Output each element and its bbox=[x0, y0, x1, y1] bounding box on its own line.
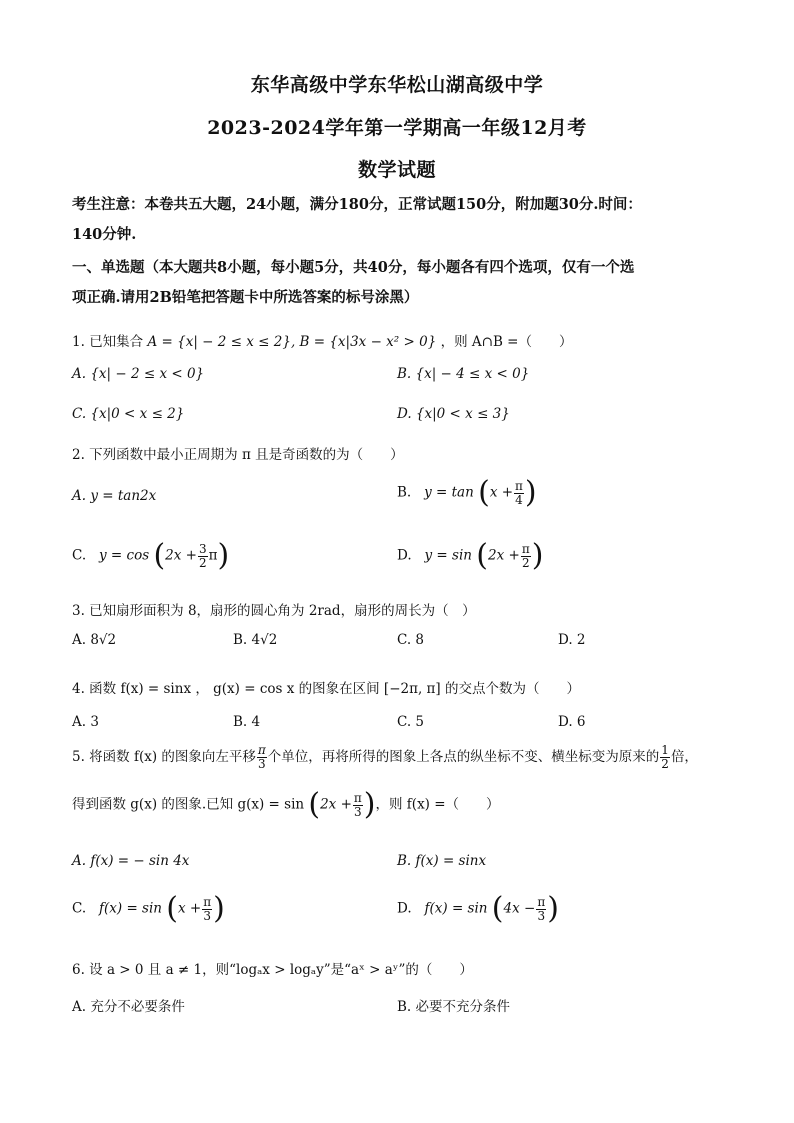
question-5-line-2: 得到函数 g(x) 的图象.已知 g(x) = sin (2x + $\frac{\pi}{3}$ )，则 f(x) =（ ） bbox=[72, 787, 500, 822]
notice-line-1: 考生注意：本卷共五大题，24小题，满分180分，正常试题150分，附加题30分.时间： bbox=[72, 196, 642, 213]
q5-option-c: C. f(x) = sin (x + $\frac{\pi}{3}$ ) bbox=[72, 891, 225, 926]
question-3: 3. 已知扇形面积为 8，扇形的圆心角为 2rad，扇形的周长为（ ） bbox=[72, 603, 476, 619]
q2-d-expr: y = sin bbox=[424, 547, 472, 564]
question-4: 4. 函数 f(x) = sinx ， g(x) = cos x 的图象在区间 [−2π, π] 的交点个数为（ ） bbox=[72, 681, 580, 697]
q1-sets: A = {x| − 2 ≤ x ≤ 2}, B = {x|3x − x² > 0} bbox=[147, 334, 437, 350]
q1-post: ，则 A∩B =（ ） bbox=[440, 334, 573, 350]
q2-option-b: B. y = tan (x + $\frac{\pi}{4}$ ) bbox=[397, 475, 537, 510]
question-5-line-1: 5. 将函数 f(x) 的图象向左平移 $\frac{\pi}{3}$ 个单位，再将所得的图象上各点的纵坐标不变、横坐标变为原来的 $\frac{1}{2}$ 倍， bbox=[72, 743, 698, 771]
q2-b-fraction: $\frac{\pi}{4}$ bbox=[515, 478, 523, 507]
question-6: 6. 设 a > 0 且 a ≠ 1，则“logₐx > logₐy”是“aˣ > aʸ”的（ ） bbox=[72, 962, 473, 978]
q2-d-label: D. bbox=[397, 547, 412, 564]
q4-option-a: A. 3 bbox=[72, 714, 99, 730]
q1-option-d: D. {x|0 < x ≤ 3} bbox=[397, 406, 510, 422]
q3-option-a: A. 8√2 bbox=[72, 632, 117, 648]
q5-option-d: D. f(x) = sin (4x − $\frac{\pi}{3}$ ) bbox=[397, 891, 559, 926]
q2-option-c: C. y = cos (2x + $\frac{3}{2}$ π) bbox=[72, 538, 230, 573]
q4-option-c: C. 5 bbox=[397, 714, 425, 730]
q2-d-inner: 2x + bbox=[488, 547, 520, 564]
q2-d-fraction: $\frac{\pi}{2}$ bbox=[521, 541, 530, 570]
q5-g-fraction: $\frac{\pi}{3}$ bbox=[353, 790, 362, 819]
q2-b-inner: x + bbox=[489, 484, 514, 501]
question-2: 2. 下列函数中最小正周期为 π 且是奇函数的为（ ） bbox=[72, 447, 404, 463]
school-title: 东华高级中学东华松山湖高级中学 bbox=[250, 74, 544, 96]
q3-option-b: B. 4√2 bbox=[233, 632, 278, 648]
exam-title: 2023-2024学年第一学期高一年级12月考 bbox=[207, 117, 587, 139]
q5-shift-fraction: $\frac{\pi}{3}$ bbox=[257, 743, 266, 771]
q5-option-b: B. f(x) = sinx bbox=[397, 853, 487, 869]
q6-option-b: B. 必要不充分条件 bbox=[397, 999, 511, 1015]
q2-c-expr: y = cos bbox=[99, 547, 150, 564]
section-heading-line-1: 一、单选题（本大题共8小题，每小题5分，共40分，每小题各有四个选项，仅有一个选 bbox=[72, 259, 635, 276]
q1-pre: 已知集合 bbox=[89, 334, 144, 350]
q5-ratio-fraction: $\frac{1}{2}$ bbox=[661, 743, 669, 771]
q4-option-d: D. 6 bbox=[558, 714, 586, 730]
notice-line-2: 140分钟. bbox=[72, 226, 137, 243]
q1-number: 1. bbox=[72, 334, 85, 350]
q5-c-fraction: $\frac{\pi}{3}$ bbox=[203, 894, 212, 923]
q5-d-fraction: $\frac{\pi}{3}$ bbox=[537, 894, 546, 923]
q2-option-a: A. y = tan2x bbox=[72, 488, 157, 504]
q3-option-d: D. 2 bbox=[558, 632, 586, 648]
subject-title: 数学试题 bbox=[357, 159, 436, 181]
q1-option-b: B. {x| − 4 ≤ x < 0} bbox=[397, 366, 530, 382]
question-1 bbox=[72, 330, 572, 350]
q4-option-b: B. 4 bbox=[233, 714, 261, 730]
q2-c-fraction: $\frac{3}{2}$ bbox=[198, 541, 207, 570]
q1-option-a: A. {x| − 2 ≤ x < 0} bbox=[72, 366, 205, 382]
q5-option-a: A. f(x) = − sin 4x bbox=[72, 853, 190, 869]
q3-option-c: C. 8 bbox=[397, 632, 425, 648]
q2-c-label: C. bbox=[72, 547, 87, 564]
section-heading-line-2: 项正确.请用2B铅笔把答题卡中所选答案的标号涂黑） bbox=[72, 289, 419, 306]
q2-c-inner: 2x + bbox=[165, 547, 197, 564]
q2-b-expr: y = tan bbox=[424, 484, 474, 501]
q2-b-label: B. bbox=[397, 484, 412, 501]
q6-option-a: A. 充分不必要条件 bbox=[72, 999, 185, 1015]
q1-option-c: C. {x|0 < x ≤ 2} bbox=[72, 406, 185, 422]
q2-option-d: D. y = sin (2x + $\frac{\pi}{2}$ ) bbox=[397, 538, 544, 573]
